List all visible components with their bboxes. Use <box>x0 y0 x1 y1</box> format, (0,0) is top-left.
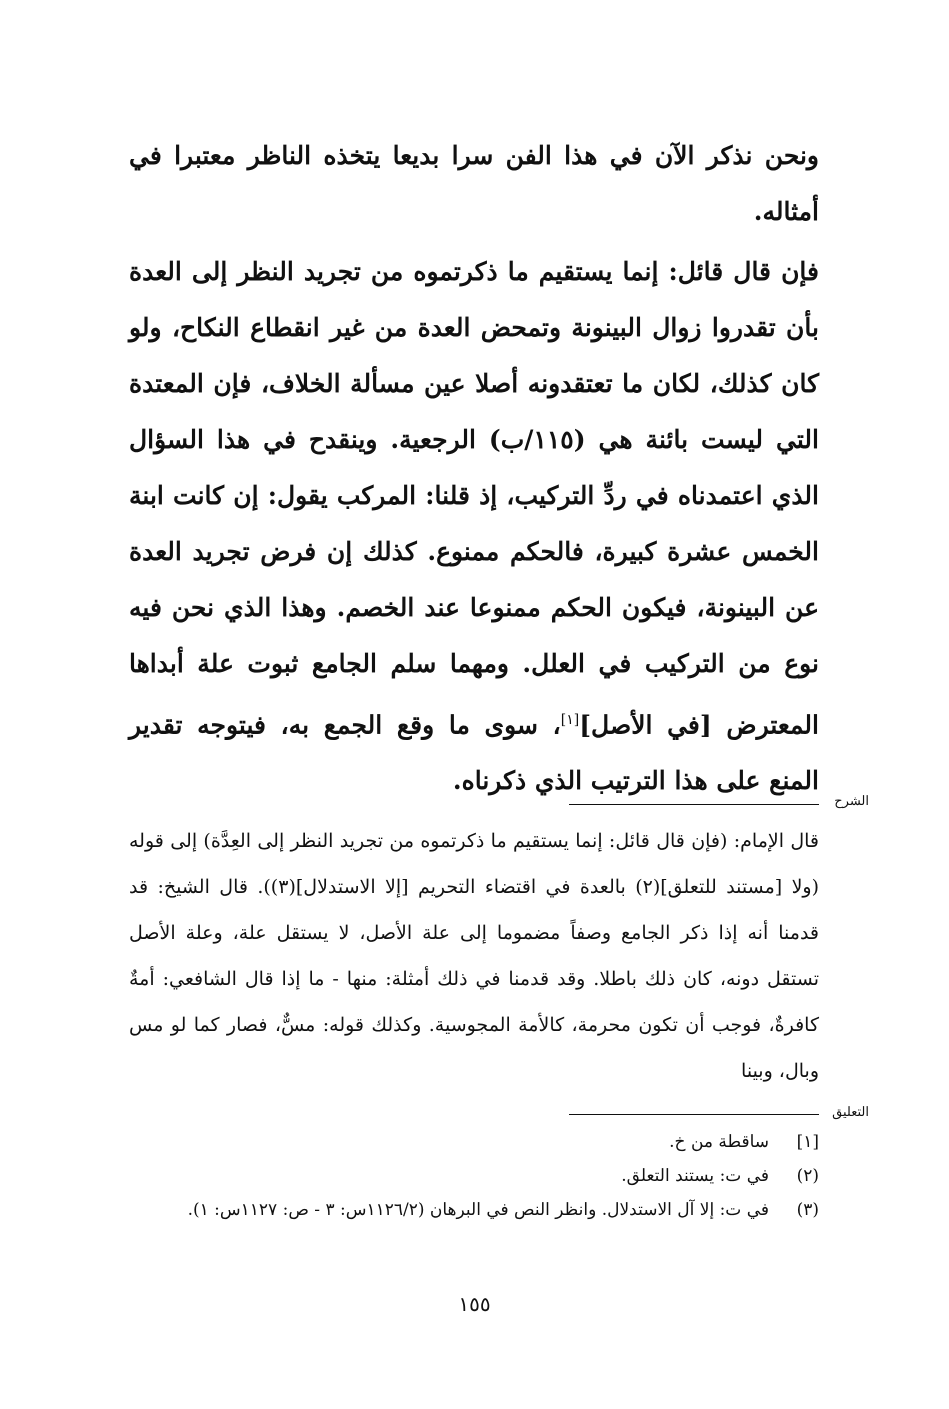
annotation-divider <box>569 1114 819 1115</box>
footnote-marker: [١] <box>560 712 580 728</box>
paragraph-2-end: ، سوى ما وقع الجمع به، فيتوجه تقدير المنع على هذا الترتيب الذي ذكرناه. <box>129 710 819 796</box>
page-number: ١٥٥ <box>458 1292 491 1316</box>
footnote-number: (٣) <box>796 1200 819 1220</box>
footnotes <box>129 1125 819 1227</box>
footnote-item <box>129 1159 819 1193</box>
paragraph-2 <box>129 244 819 809</box>
footnote-item <box>129 1125 819 1159</box>
main-text <box>129 128 819 809</box>
commentary-text: قال الإمام: (فإن قال قائل: إنما يستقيم ما ذكرتموه من تجريد النظر إلى العِدَّة) إلى قوله (ولا [مستند للتعلق](٢) بالعدة في اقتضاء التحريم [إلا الاستدلال](٣)). قال الشيخ: قد قدمنا أنه إذا ذكر الجامع وصفاً مضموما إلى علة الأصل، لا يستقل علة، وعلة الأصل تستقل دونه، كان ذلك باطلا. وقد قدمنا في ذلك أمثلة: منها - ما إذا قال الشافعي: أمةٌ كافرةٌ، فوجب أن تكون محرمة، كالأمة المجوسية. وكذلك قوله: مسٌّ، فصار كما لو مس وبال، وبينا <box>129 830 819 1082</box>
commentary-label: الشرح <box>834 794 869 809</box>
paragraph-2-body: فإن قال قائل: إنما يستقيم ما ذكرتموه من تجريد النظر إلى العدة بأن تقدروا زوال البينونة وتمحض العدة من غير انقطاع النكاح، ولو كان كذلك، لكان ما تعتقدونه أصلا عين مسألة الخلاف، فإن المعتدة التي ليست بائنة هي (١١٥/ب) الرجعية. وينقدح في هذا السؤال الذي اعتمدناه في ردِّ التركيب، إذ قلنا: المركب يقول: إن كانت ابنة الخمس عشرة كبيرة، فالحكم ممنوع. كذلك إن فرض تجريد العدة عن البينونة، فيكون الحكم ممنوعا عند الخصم. وهذا الذي نحن فيه نوع من التركيب في العلل. ومهما سلم الجامع ثبوت علة أبداها المعترض [في الأصل] <box>129 257 820 740</box>
footnote-text: في ت: يستند التعلق. <box>621 1166 769 1186</box>
commentary-divider <box>569 804 819 805</box>
footnote-item <box>129 1193 819 1227</box>
commentary <box>129 818 819 1094</box>
annotation-label: التعليق <box>832 1105 869 1120</box>
paragraph-1: ونحن نذكر الآن في هذا الفن سرا بديعا يتخذه الناظر معتبرا في أمثاله. <box>129 141 819 226</box>
footnote-number: (٢) <box>796 1166 819 1186</box>
footnote-number: [١] <box>796 1132 819 1152</box>
footnote-text: في ت: إلا آل الاستدلال. وانظر النص في البرهان (١١٢٦/٢س: ٣ - ص: ١١٢٧س: ١). <box>187 1200 769 1220</box>
footnote-text: ساقطة من خ. <box>669 1132 769 1152</box>
